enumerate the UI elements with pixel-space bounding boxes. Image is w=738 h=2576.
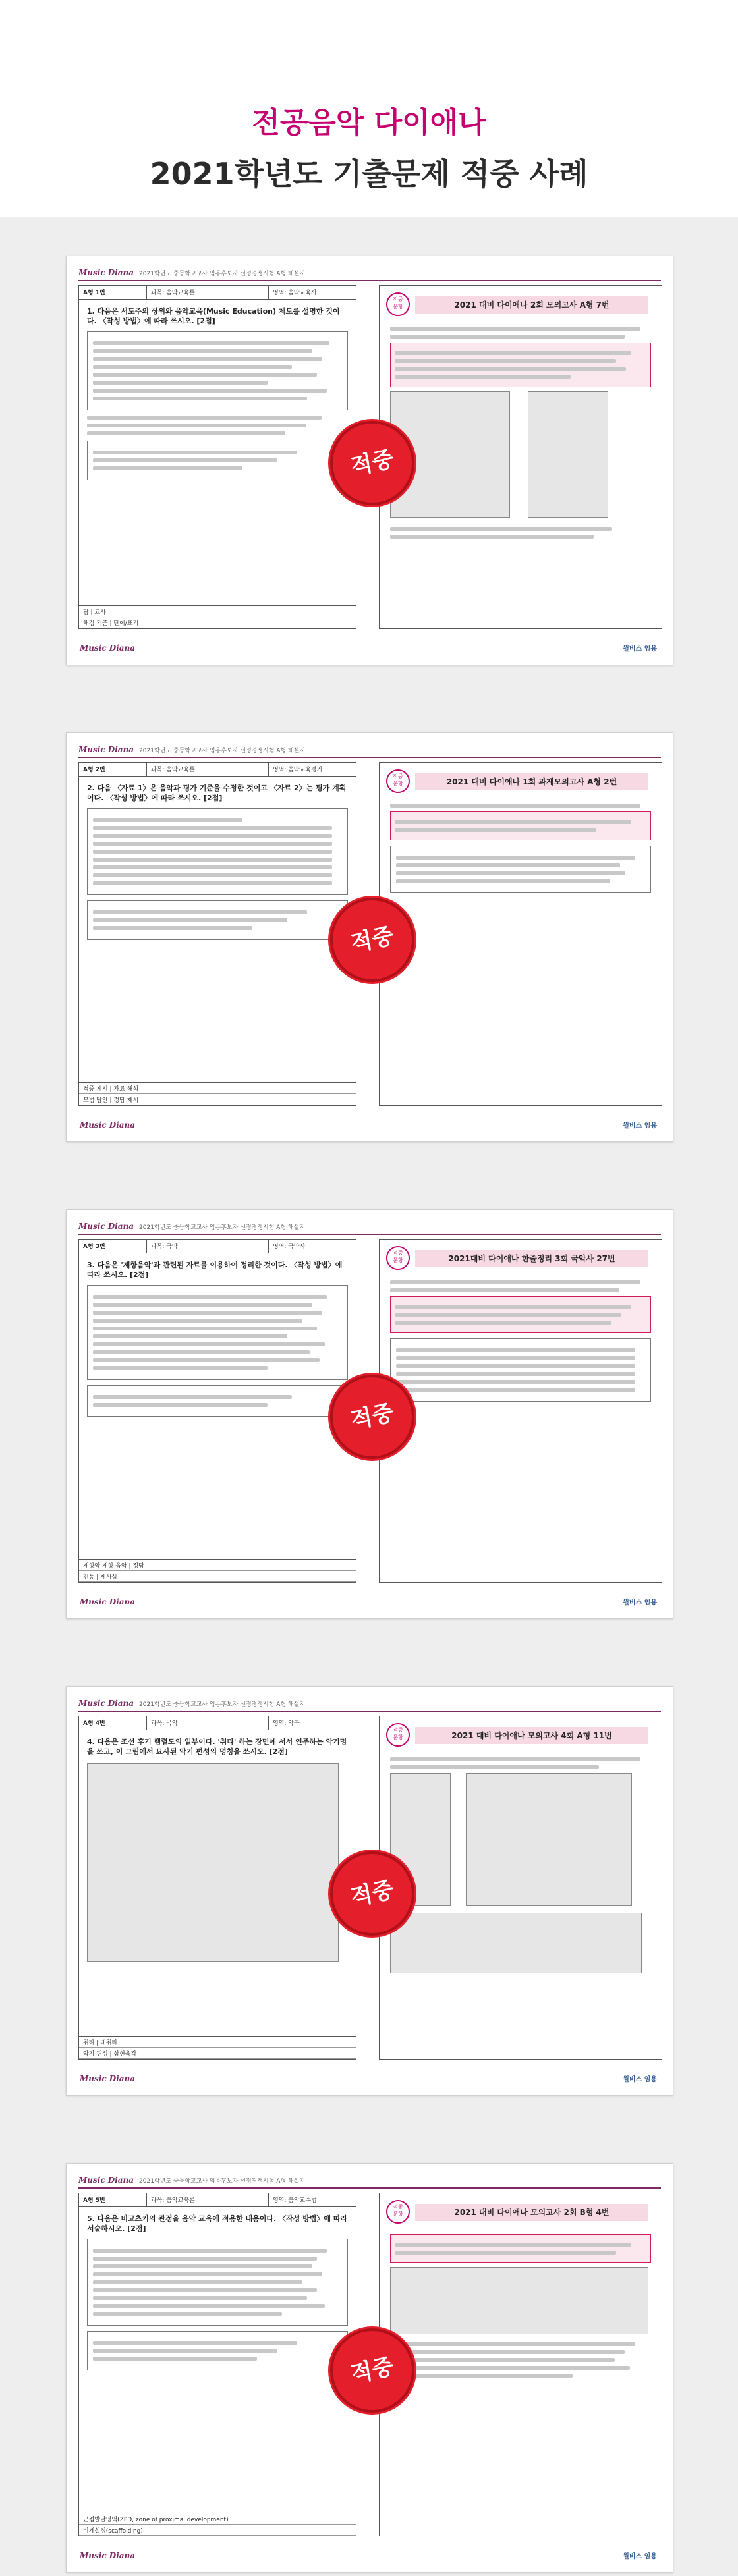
- mock-exam-title: 2021 대비 다이애나 모의고사 2회 B형 4번: [415, 2204, 648, 2221]
- exam-area: 영역: 음악교육사: [273, 290, 317, 296]
- mock-exam-title: 2021대비 다이애나 한줄정리 3회 국악사 27번: [415, 1250, 648, 1267]
- criteria-row: 악기 편성 | 삼현육각: [79, 2048, 356, 2059]
- card-header: [78, 2173, 661, 2189]
- card-header: [78, 1219, 661, 1235]
- footer-publisher: 윌비스 임용: [623, 2553, 657, 2560]
- answer-row: 적중 제시 | 자료 해석: [79, 1083, 356, 1094]
- exam-head: [79, 1240, 356, 1253]
- mock-badge-icon: 적중 문항: [386, 1723, 410, 1747]
- exam-head: [79, 1716, 356, 1730]
- hit-stamp: 적중: [322, 1367, 422, 1467]
- highlight-box: [390, 2234, 651, 2263]
- criteria-row: 채점 기준 | 단어/표기: [79, 617, 356, 628]
- exam-subject: 과목: 음악교육론: [147, 286, 269, 299]
- exam-type: A형 3번: [79, 1240, 147, 1253]
- exam-question-panel: [78, 285, 356, 629]
- mock-table: [390, 846, 651, 893]
- brand-logo: Music Diana: [78, 268, 134, 277]
- exam-area: 영역: 국악사: [273, 1244, 306, 1250]
- brand-logo: Music Diana: [78, 1699, 134, 1708]
- hit-stamp: 적중: [322, 890, 422, 990]
- answer-row: 근접발달영역(ZPD, zone of proximal development): [79, 2513, 356, 2525]
- hit-stamp: 적중: [322, 2320, 422, 2421]
- mock-exam-body: [380, 2226, 662, 2386]
- mock-badge-icon: 적중 문항: [386, 769, 410, 793]
- exam-head: [79, 2193, 356, 2207]
- brand-subtitle: 2021학년도 중등학교교사 임용후보자 선정경쟁시험 A형 해설지: [139, 2178, 306, 2185]
- footer-brand: Music Diana: [80, 2074, 136, 2083]
- exam-question-text: 1. 다음은 서도주의 상위와 음악교육(Music Education) 제도를 설명한 것이다. 〈작성 방법〉에 따라 쓰시오. [2점]: [87, 307, 340, 325]
- hit-stamp: 적중: [322, 413, 422, 513]
- exam-body: [79, 1253, 356, 1429]
- card-header: [78, 1696, 661, 1712]
- case-card-3: [66, 1209, 673, 1619]
- exam-type: A형 1번: [79, 286, 147, 299]
- case-card-2: [66, 732, 673, 1142]
- case-card-4: [66, 1686, 673, 2096]
- highlight-box: [390, 1296, 651, 1333]
- header-title-brand: 전공음악 다이애나: [252, 106, 486, 140]
- footer-brand: Music Diana: [80, 644, 136, 653]
- exam-footer: [79, 2513, 356, 2536]
- brand-logo: Music Diana: [78, 1222, 134, 1231]
- mock-badge-icon: 적중 문항: [386, 2200, 410, 2224]
- score-image: [390, 2267, 648, 2334]
- exam-conditions-box: [87, 900, 348, 940]
- document-image: [528, 391, 608, 518]
- notation-image: [466, 1773, 632, 1906]
- exam-subject: 과목: 국악: [147, 1716, 269, 1730]
- mock-exam-title: 2021 대비 다이애나 모의고사 4회 A형 11번: [415, 1727, 648, 1744]
- brand-logo: Music Diana: [78, 2176, 134, 2185]
- page-header: [0, 0, 738, 217]
- highlight-box: [390, 343, 651, 387]
- mock-badge-icon: 적중 문항: [386, 1246, 410, 1270]
- exam-conditions-box: [87, 1385, 348, 1417]
- mock-exam-panel: [379, 762, 662, 1106]
- exam-question-text: 2. 다음 〈자료 1〉은 음악과 평가 기준을 수정한 것이고 〈자료 2〉는 평가 계획이다. 〈작성 방법〉에 따라 쓰시오. [2점]: [87, 784, 347, 802]
- footer-publisher: 윌비스 임용: [623, 2076, 657, 2083]
- exam-passage-box: [87, 2239, 348, 2326]
- mock-exam-body: [380, 1749, 662, 1977]
- highlight-box: [390, 811, 651, 840]
- exam-type: A형 2번: [79, 763, 147, 776]
- exam-table-box: [87, 808, 348, 895]
- exam-passage-box: [87, 1285, 348, 1380]
- exam-question-text: 5. 다음은 비고츠키의 관점을 음악 교육에 적용한 내용이다. 〈작성 방법〉에 따라 서술하시오. [2점]: [87, 2214, 348, 2233]
- exam-question-panel: [78, 2193, 356, 2536]
- case-card-1: [66, 256, 673, 665]
- staff-image: [390, 1913, 642, 1973]
- exam-footer: [79, 605, 356, 628]
- exam-conditions-box: [87, 2331, 348, 2370]
- exam-body: [79, 777, 356, 952]
- brand-subtitle: 2021학년도 중등학교교사 임용후보자 선정경쟁시험 A형 해설지: [139, 1701, 306, 1708]
- mock-exam-panel: [379, 2193, 662, 2536]
- exam-area: 영역: 음악교수법: [273, 2197, 317, 2204]
- card-header: [78, 265, 661, 281]
- exam-question-panel: [78, 1716, 356, 2060]
- footer-brand: Music Diana: [80, 1597, 136, 1606]
- criteria-row: 모범 답안 | 정답 제시: [79, 1094, 356, 1105]
- answer-row: 답 | 교사: [79, 606, 356, 617]
- procession-illustration: [87, 1763, 339, 1962]
- brand-logo: Music Diana: [78, 745, 134, 754]
- exam-area: 영역: 악곡: [273, 1720, 300, 1727]
- case-card-5: [66, 2163, 673, 2573]
- mock-exam-title: 2021 대비 다이애나 1회 과제모의고사 A형 2번: [415, 773, 648, 790]
- criteria-row: 비계설정(scaffolding): [79, 2525, 356, 2536]
- footer-brand: Music Diana: [80, 2551, 136, 2560]
- exam-head: [79, 763, 356, 777]
- exam-subject: 과목: 국악: [147, 1240, 269, 1253]
- exam-body: [79, 2207, 356, 2382]
- footer-publisher: 윌비스 임용: [623, 645, 657, 653]
- mock-exam-title: 2021 대비 다이애나 2회 모의고사 A형 7번: [415, 296, 648, 314]
- brand-subtitle: 2021학년도 중등학교교사 임용후보자 선정경쟁시험 A형 해설지: [139, 1224, 306, 1231]
- exam-footer: [79, 1559, 356, 1582]
- brand-subtitle: 2021학년도 중등학교교사 임용후보자 선정경쟁시험 A형 해설지: [139, 747, 306, 754]
- hit-stamp: 적중: [322, 1844, 422, 1944]
- footer-publisher: 윌비스 임용: [623, 1122, 657, 1130]
- exam-footer: [79, 2036, 356, 2059]
- exam-conditions-box: [87, 441, 348, 480]
- exam-question-text: 4. 다음은 조선 후기 행렬도의 일부이다. '취타' 하는 장면에 서서 연주하는 악기명을 쓰고, 이 그림에서 묘사된 악기 편성의 명칭을 쓰시오. [2점]: [87, 1738, 347, 1756]
- exam-question-panel: [78, 762, 356, 1106]
- mock-exam-body: [380, 1273, 662, 1411]
- header-title-subtitle: 2021학년도 기출문제 적중 사례: [150, 156, 588, 192]
- exam-type: A형 4번: [79, 1716, 147, 1730]
- exam-subject: 과목: 음악교육론: [147, 763, 269, 776]
- exam-question-text: 3. 다음은 '제향음악'과 관련된 자료를 이용하여 정리한 것이다. 〈작성 방법〉에 따라 쓰시오. [2점]: [87, 1261, 343, 1279]
- answer-row: 제향악 제향 음악 | 정답: [79, 1560, 356, 1571]
- footer-publisher: 윌비스 임용: [623, 1599, 657, 1606]
- card-header: [78, 742, 661, 758]
- mock-exam-panel: [379, 285, 662, 629]
- exam-body: [79, 1730, 356, 1969]
- exam-type: A형 5번: [79, 2193, 147, 2206]
- exam-area: 영역: 음악교육평가: [273, 767, 323, 773]
- exam-head: [79, 286, 356, 300]
- mock-badge-icon: 적중 문항: [386, 292, 410, 316]
- mock-exam-body: [380, 319, 662, 547]
- mock-exam-body: [380, 796, 662, 902]
- exam-footer: [79, 1082, 356, 1105]
- criteria-row: 전통 | 제사상: [79, 1571, 356, 1582]
- exam-passage-box: [87, 331, 348, 410]
- exam-body: [79, 300, 356, 492]
- exam-subject: 과목: 음악교육론: [147, 2193, 269, 2206]
- answer-row: 취타 | 대취타: [79, 2037, 356, 2048]
- mock-table: [390, 1338, 651, 1402]
- exam-question-panel: [78, 1239, 356, 1583]
- footer-brand: Music Diana: [80, 1120, 136, 1130]
- mock-exam-panel: [379, 1239, 662, 1583]
- mock-exam-panel: [379, 1716, 662, 2060]
- brand-subtitle: 2021학년도 중등학교교사 임용후보자 선정경쟁시험 A형 해설지: [139, 270, 306, 277]
